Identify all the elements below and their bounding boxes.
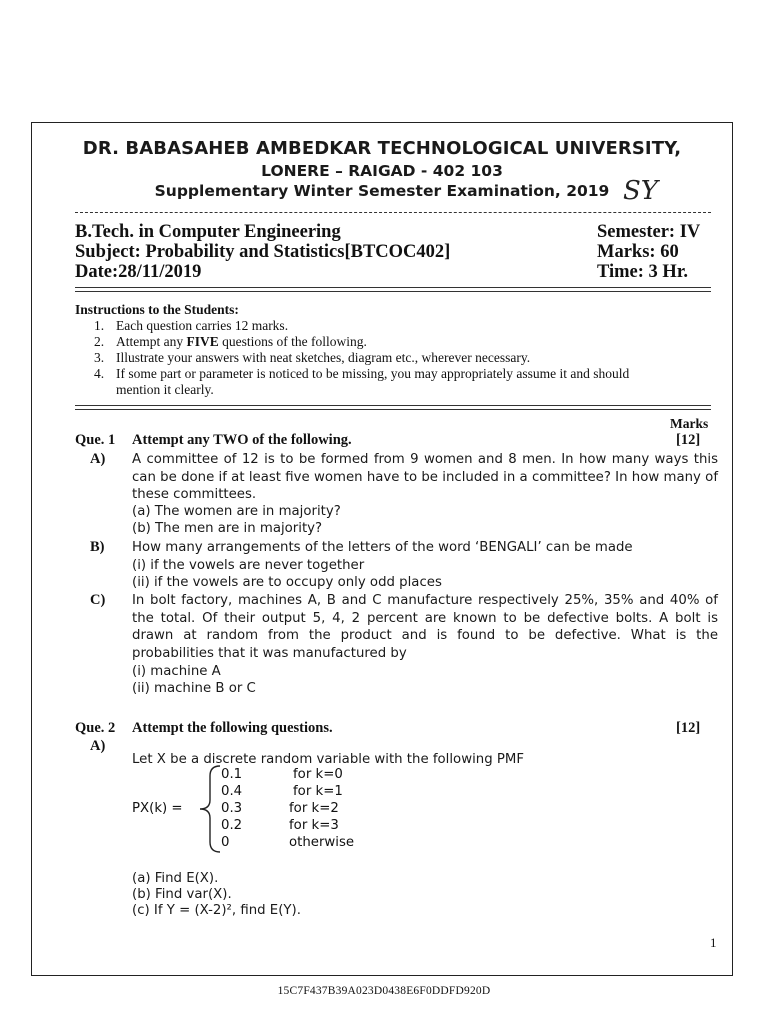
exam-date: Date:28/11/2019 bbox=[75, 262, 202, 282]
instruction-item bbox=[94, 350, 530, 366]
q1-part-b-sub-ii: (ii) if the vowels are to occupy only odd places bbox=[132, 575, 442, 590]
instruction-text: Each question carries 12 marks. bbox=[116, 318, 289, 333]
q2-part-a-intro: Let X be a discrete random variable with the following PMF bbox=[132, 752, 524, 767]
question-2-title: Attempt the following questions. bbox=[132, 720, 333, 736]
q1-part-a-sub-a: (a) The women are in majority? bbox=[132, 504, 341, 519]
pmf-prob: 0.3 bbox=[221, 801, 243, 816]
instruction-item bbox=[94, 334, 367, 350]
question-1-label: Que. 1 bbox=[75, 432, 116, 448]
handwritten-initials: SY bbox=[623, 176, 658, 206]
pmf-label: PX(k) = bbox=[132, 801, 183, 816]
instruction-text: questions of the following. bbox=[218, 334, 367, 349]
question-1-marks: [12] bbox=[676, 432, 701, 448]
q1-part-b-sub-i: (i) if the vowels are never together bbox=[132, 558, 365, 573]
instruction-text: Illustrate your answers with neat sketches, diagram etc., wherever necessary. bbox=[116, 350, 531, 365]
question-1-title: Attempt any TWO of the following. bbox=[132, 432, 352, 448]
q2-part-a-sub-c: (c) If Y = (X-2)², find E(Y). bbox=[132, 903, 301, 918]
marks-heading: Marks bbox=[670, 416, 709, 431]
q2-part-a-sub-b: (b) Find var(X). bbox=[132, 887, 232, 902]
instruction-item bbox=[94, 366, 714, 398]
instruction-number: 4. bbox=[94, 366, 105, 381]
pmf-prob: 0.4 bbox=[221, 784, 243, 799]
q2-part-a-sub-a: (a) Find E(X). bbox=[132, 871, 219, 886]
pmf-prob: 0 bbox=[221, 835, 230, 850]
university-name: DR. BABASAHEB AMBEDKAR TECHNOLOGICAL UNIVERSITY, bbox=[82, 138, 682, 159]
subject-name: Subject: Probability and Statistics[BTCOC402] bbox=[75, 242, 451, 262]
q1-part-a-text: A committee of 12 is to be formed from 9 women and 8 men. In how many ways this can be done if at least five women have to be included in a committee? In how many of these committees. bbox=[132, 452, 718, 502]
instruction-item bbox=[94, 318, 288, 334]
instruction-number: 1. bbox=[94, 318, 105, 333]
instruction-number: 2. bbox=[94, 334, 105, 349]
total-marks: Marks: 60 bbox=[597, 242, 679, 262]
instructions-divider bbox=[75, 405, 711, 410]
exam-title: Supplementary Winter Semester Examination, 2019 bbox=[154, 182, 610, 200]
instruction-emphasis: FIVE bbox=[186, 334, 219, 349]
q1-part-a-label: A) bbox=[90, 451, 106, 467]
exam-duration: Time: 3 Hr. bbox=[597, 262, 688, 282]
q1-part-b-text: How many arrangements of the letters of the word ‘BENGALI’ can be made bbox=[132, 540, 633, 555]
q1-part-c-label: C) bbox=[90, 592, 106, 608]
pmf-cond: for k=0 bbox=[293, 767, 343, 782]
meta-divider bbox=[75, 287, 711, 292]
q1-part-a-sub-b: (b) The men are in majority? bbox=[132, 521, 323, 536]
instruction-continuation: mention it clearly. bbox=[116, 382, 214, 397]
header-divider bbox=[75, 212, 711, 213]
semester: Semester: IV bbox=[597, 222, 701, 242]
instruction-text: If some part or parameter is noticed to be missing, you may appropriately assume it and should bbox=[116, 366, 630, 381]
question-2-label: Que. 2 bbox=[75, 720, 116, 736]
pmf-prob: 0.1 bbox=[221, 767, 243, 782]
instruction-number: 3. bbox=[94, 350, 105, 365]
question-2-marks: [12] bbox=[676, 720, 701, 736]
q1-part-c-sub-i: (i) machine A bbox=[132, 664, 221, 679]
q1-part-c-text: In bolt factory, machines A, B and C manufacture respectively 25%, 35% and 40% of the total. Of their output 5, 4, 2 percent are known to be defective bolts. A bolt is drawn at random from the product and is found to be defective. What is the probabilities that it was manufactured by bbox=[132, 593, 718, 661]
pmf-prob: 0.2 bbox=[221, 818, 243, 833]
instructions-title: Instructions to the Students: bbox=[75, 302, 239, 317]
q1-part-b-label: B) bbox=[90, 539, 105, 555]
q1-part-c-sub-ii: (ii) machine B or C bbox=[132, 681, 256, 696]
pmf-cond: otherwise bbox=[289, 835, 355, 850]
footer-code: 15C7F437B39A023D0438E6F0DDFD920D bbox=[277, 985, 491, 997]
pmf-cond: for k=2 bbox=[289, 801, 339, 816]
university-location: LONERE – RAIGAD - 402 103 bbox=[261, 162, 503, 180]
q2-part-a-label: A) bbox=[90, 738, 106, 754]
pmf-cond: for k=1 bbox=[293, 784, 343, 799]
pmf-cond: for k=3 bbox=[289, 818, 339, 833]
page-number: 1 bbox=[710, 935, 717, 950]
instruction-text: Attempt any bbox=[116, 334, 187, 349]
course-name: B.Tech. in Computer Engineering bbox=[75, 222, 341, 242]
